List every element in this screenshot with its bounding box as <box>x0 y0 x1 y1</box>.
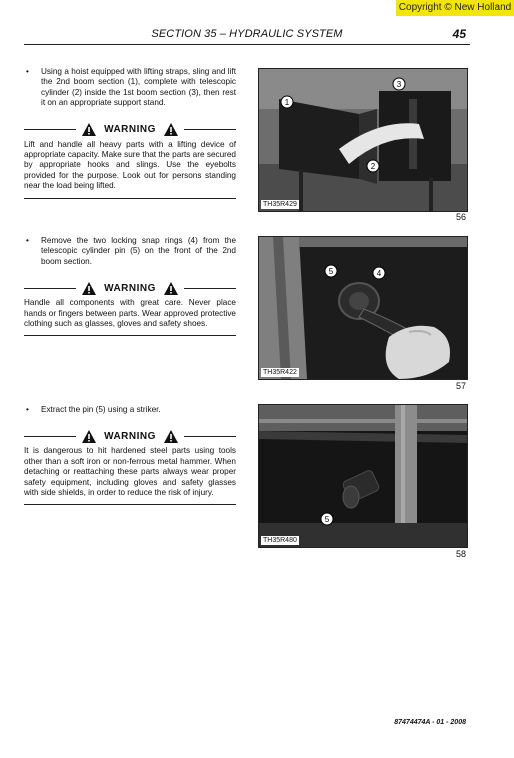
step-3 <box>24 405 236 505</box>
warning-rule-left <box>24 288 76 289</box>
step-2 <box>24 236 236 336</box>
step-1-text: • Using a hoist equipped with lifting straps, sling and lift the 2nd boom section (1), complete with telescopic cylinder (2) inside the 1st boom section (3), then rest it on an appropriate support stand. <box>24 67 236 109</box>
warning-label: WARNING <box>104 124 156 136</box>
warning-text: Handle all components with great care. Never place hands or fingers between parts. Wear approved protective clothing such as glasses, gloves and safety shoes. <box>24 298 236 329</box>
warning-rule-left <box>24 436 76 437</box>
callout-3-label: 3 <box>396 80 402 89</box>
callout-5 <box>321 513 333 525</box>
warning-triangle-icon <box>164 282 178 295</box>
warning-text: It is dangerous to hit hardened steel parts using tools other than a soft iron or non-ferrous metal hammer. When detaching or reattaching these parts always wear proper safety equipment, including gloves and safety glasses with side shields, in order to reduce the risk of injury. <box>24 446 236 498</box>
warning-rule-right <box>184 288 236 289</box>
warning-rule-right <box>184 129 236 130</box>
warning-triangle-icon <box>82 123 96 136</box>
callout-5-label: 5 <box>324 515 330 524</box>
callout-5 <box>325 265 337 277</box>
photo-code: TH35R480 <box>263 537 297 544</box>
photo-code: TH35R422 <box>263 369 297 376</box>
callout-1 <box>281 96 293 108</box>
callout-4 <box>373 267 385 279</box>
callout-3 <box>393 78 405 90</box>
warning-end-rule <box>24 198 236 199</box>
step-1 <box>24 67 236 199</box>
figure-56-photo <box>258 68 468 212</box>
page-number: 45 <box>452 27 466 41</box>
warning-triangle-icon <box>164 123 178 136</box>
warning-label: WARNING <box>104 430 156 442</box>
callout-5-label: 5 <box>328 267 334 276</box>
warning-heading <box>24 429 236 443</box>
callout-2-label: 2 <box>370 162 376 171</box>
document-code: 87474474A - 01 - 2008 <box>394 719 466 726</box>
warning-triangle-icon <box>82 430 96 443</box>
figure-number: 58 <box>455 549 466 559</box>
warning-text: Lift and handle all heavy parts with a lifting device of appropriate capacity. Make sure that the parts are secured by appropriate hooks and slings. Use the eyebolts provided for the purpose. Look out for persons standing near the load being lifted. <box>24 139 236 191</box>
figure-57-photo <box>258 236 468 380</box>
photo-code: TH35R429 <box>263 201 297 208</box>
figure-58-photo <box>258 404 468 548</box>
warning-rule-right <box>184 436 236 437</box>
figure-number: 57 <box>455 381 466 391</box>
warning-heading <box>24 281 236 295</box>
warning-triangle-icon <box>164 430 178 443</box>
callout-2 <box>367 160 379 172</box>
callout-1-label: 1 <box>284 98 290 107</box>
section-title: SECTION 35 – HYDRAULIC SYSTEM <box>151 28 343 40</box>
warning-label: WARNING <box>104 282 156 294</box>
figure-number: 56 <box>455 212 466 222</box>
header-rule <box>24 44 470 45</box>
warning-rule-left <box>24 129 76 130</box>
callout-4-label: 4 <box>376 269 382 278</box>
warning-triangle-icon <box>82 282 96 295</box>
copyright-banner: Copyright © New Holland <box>396 0 514 16</box>
warning-end-rule <box>24 335 236 336</box>
warning-end-rule <box>24 504 236 505</box>
warning-heading <box>24 123 236 137</box>
step-3-text: • Extract the pin (5) using a striker. <box>24 405 236 415</box>
step-2-text: • Remove the two locking snap rings (4) from the telescopic cylinder pin (5) on the front of the 2nd boom section. <box>24 236 236 267</box>
